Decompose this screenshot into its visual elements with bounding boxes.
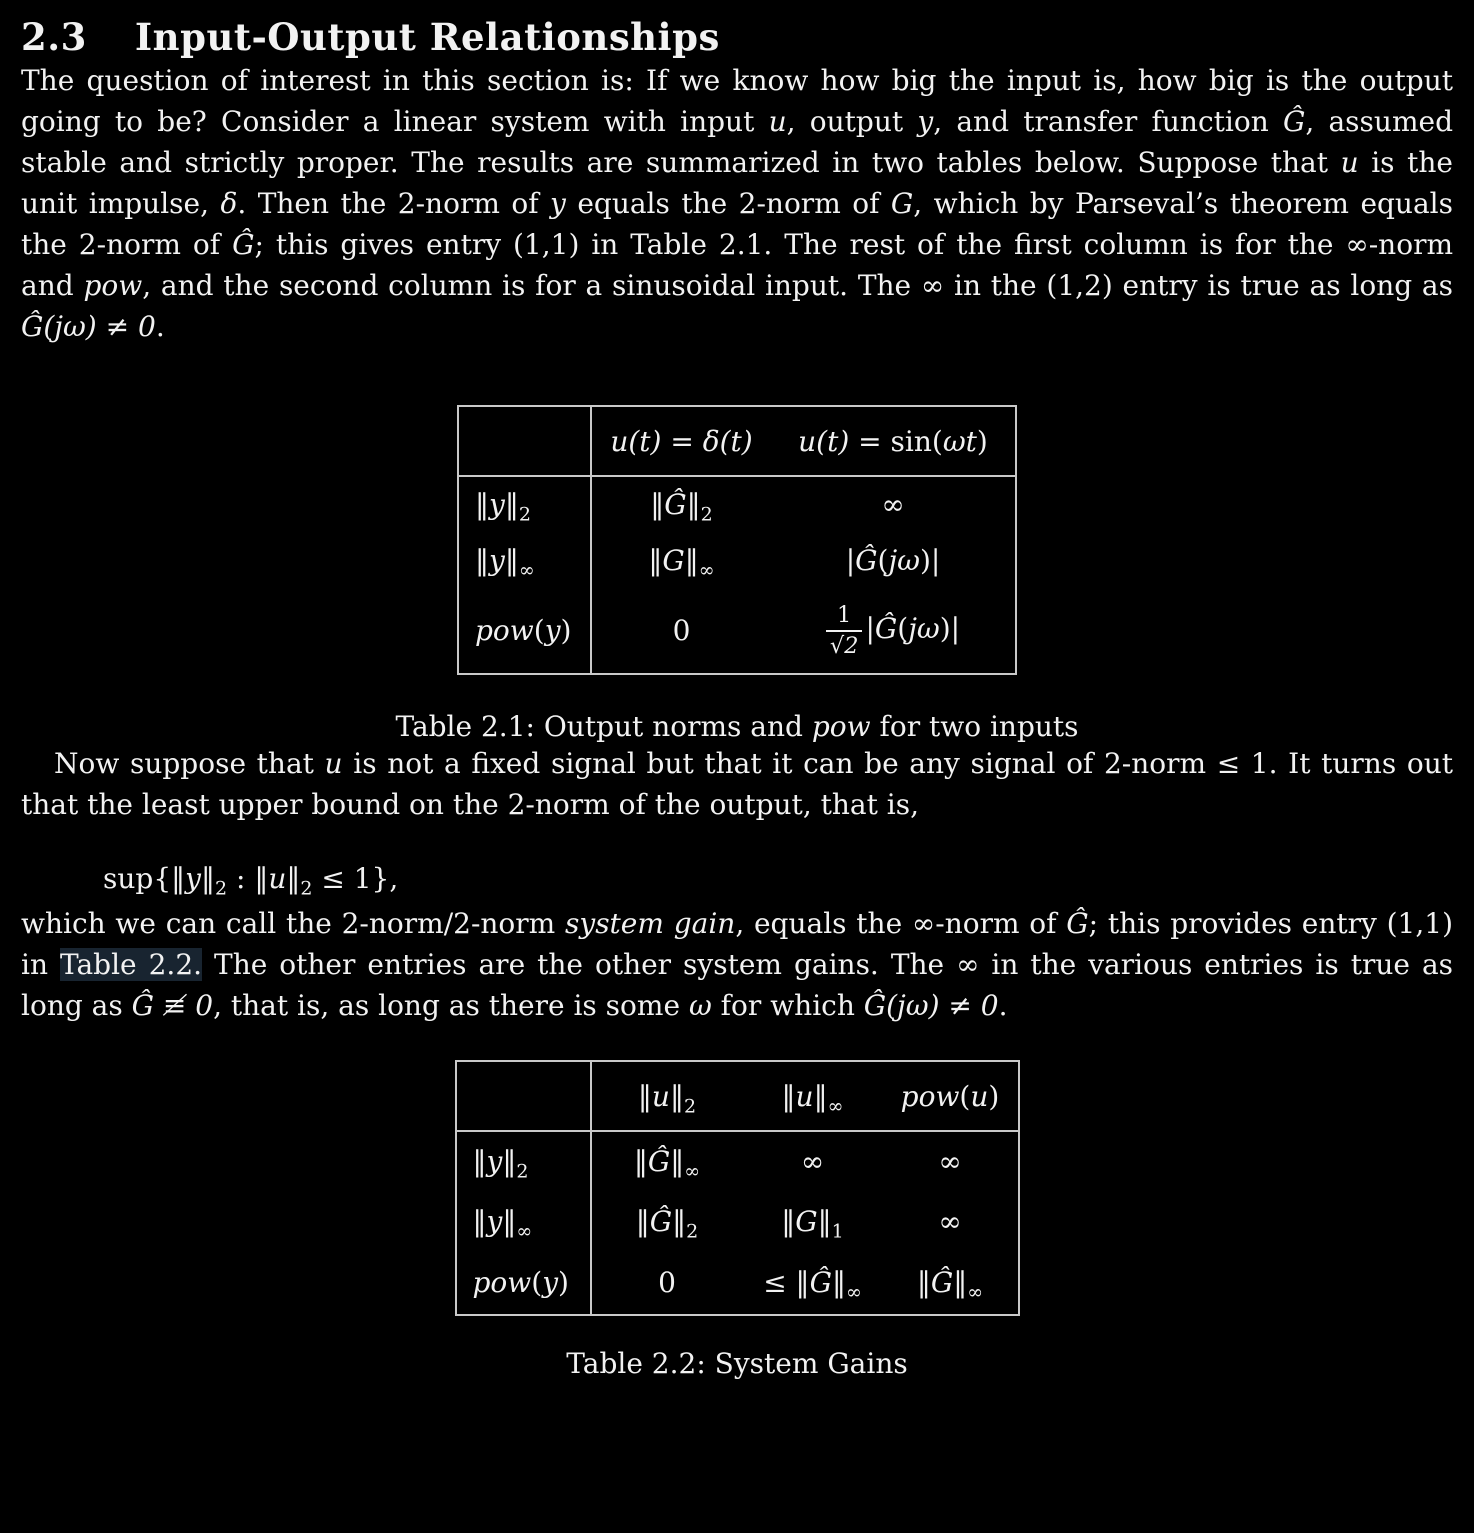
text-run: ∞	[938, 1145, 962, 1178]
text-run: ‖	[472, 1204, 487, 1238]
text-run: )	[558, 1266, 569, 1299]
table-cell	[771, 476, 1016, 532]
text-run: ‖	[670, 1145, 685, 1178]
text-run: ‖	[831, 1266, 846, 1299]
table-row	[458, 588, 1016, 674]
text-run: pow	[475, 614, 534, 647]
text-run: ‖	[504, 488, 519, 521]
text-run: ; this gives entry (1,1) in Table 2.1. The rest of the first column is for the ∞-norm and	[21, 228, 1453, 302]
text-run: ‖	[472, 1145, 487, 1178]
text-run: ∞	[516, 1220, 533, 1243]
text-run: 2	[700, 503, 713, 526]
text-run: y	[185, 862, 201, 895]
text-run: ‖	[504, 543, 519, 577]
text-run: (	[533, 614, 545, 647]
text-run: u	[268, 862, 287, 895]
text-run: G	[795, 1204, 818, 1238]
text-run: equals the 2-norm of	[565, 187, 891, 220]
text-run: )|	[939, 612, 961, 645]
text-run: Table 2.2: System Gains	[566, 1347, 908, 1380]
text-run: y	[917, 105, 934, 138]
text-run: y	[486, 1145, 503, 1178]
text-run: ω	[688, 989, 712, 1022]
text-run: pow	[811, 710, 871, 743]
text-run: pow	[900, 1079, 960, 1113]
text-run: ‖	[686, 488, 701, 521]
table-cell	[883, 1131, 1019, 1191]
table-cell	[743, 1251, 883, 1315]
text-run: ‖	[916, 1266, 931, 1299]
text-run: ωt	[942, 424, 977, 458]
text-run: , and transfer function	[933, 105, 1283, 138]
text-run: ‖	[200, 862, 215, 895]
text-run: system gain	[565, 907, 736, 940]
paragraph-supremum	[21, 743, 1453, 825]
table-cell	[743, 1131, 883, 1191]
row-label-y-infnorm	[458, 532, 591, 588]
text-run: ‖	[286, 862, 301, 895]
text-run: 0	[672, 614, 691, 647]
text-run: y	[489, 488, 505, 521]
text-run: ‖	[475, 543, 489, 577]
text-run: Ĝ	[649, 1204, 673, 1238]
text-run: u	[795, 1079, 814, 1113]
text-run: 2	[300, 877, 313, 900]
fraction-rest	[865, 612, 960, 645]
table-output-norms	[457, 405, 1017, 675]
table-header-row	[456, 1061, 1019, 1131]
text-run: ‖	[813, 1079, 828, 1113]
text-run: u	[651, 1079, 670, 1113]
text-run: ‖	[672, 1204, 687, 1238]
row-label-y-2norm	[458, 476, 591, 532]
paragraph-intro	[21, 60, 1453, 347]
text-run: ‖	[669, 1079, 684, 1113]
table-cell	[883, 1191, 1019, 1251]
text-run: =	[661, 424, 703, 458]
text-run: , assumed stable and strictly proper. The results are summarized in two tables below. Suppose that	[21, 105, 1453, 179]
text-run: G	[890, 187, 914, 220]
section-number: 2.3	[21, 15, 87, 59]
text-run: ‖	[650, 488, 665, 521]
text-run: y	[486, 1204, 503, 1238]
text-run: ‖	[502, 1204, 517, 1238]
text-run: Ĝ	[232, 228, 255, 261]
table-row	[456, 1191, 1019, 1251]
text-run: 2	[686, 1220, 699, 1243]
table-cell	[591, 476, 771, 532]
table-cell	[591, 1251, 743, 1315]
table-2-2-caption	[21, 1348, 1453, 1380]
text-run: u	[768, 105, 787, 138]
text-run: Ĝ	[874, 612, 898, 645]
text-run: Ĝ(jω) ≠ 0	[21, 310, 156, 343]
section-title: Input-Output Relationships	[134, 15, 720, 59]
table-cell	[771, 532, 1016, 588]
text-run: ∞	[938, 1204, 962, 1238]
text-run: (	[897, 612, 909, 645]
text-run: Ĝ	[647, 1145, 671, 1178]
text-run: (	[531, 1266, 543, 1299]
text-run: 2	[683, 1095, 697, 1118]
table-system-gains	[455, 1060, 1020, 1316]
text-run: ; this provides entry (1,1) in	[21, 907, 1454, 981]
text-run: jω	[888, 543, 920, 577]
text-run: u(t)	[798, 424, 850, 458]
table-corner-cell	[456, 1061, 591, 1131]
text-run: ‖	[781, 1204, 796, 1238]
text-run: )	[988, 1079, 1000, 1113]
text-run: δ	[220, 187, 238, 220]
text-run: pow	[83, 269, 143, 302]
text-run: ‖	[953, 1266, 968, 1299]
text-run: G	[662, 543, 685, 577]
text-run: for which	[711, 989, 864, 1022]
text-run: jω	[908, 612, 940, 645]
row-label-pow-y	[458, 588, 591, 674]
text-run: , that is, as long as there is some	[213, 989, 689, 1022]
text-run: 2	[214, 877, 228, 900]
row-label-pow-y	[456, 1251, 591, 1315]
text-run: .	[155, 310, 165, 343]
table-cell	[591, 588, 771, 674]
text-run: which we can call the 2-norm/2-norm	[21, 907, 565, 940]
text-run: .	[998, 989, 1008, 1022]
row-label-y-2norm	[456, 1131, 591, 1191]
text-run: for two inputs	[870, 710, 1079, 743]
fraction-numerator: 1	[837, 602, 852, 629]
section-heading	[21, 14, 1453, 60]
text-run: y	[544, 614, 561, 647]
text-run: ‖	[637, 1079, 652, 1113]
table1-header-sine	[771, 406, 1016, 476]
table1-header-impulse	[591, 406, 771, 476]
text-run: Ĝ	[1282, 105, 1306, 138]
text-run: ‖	[817, 1204, 832, 1238]
text-run: u	[970, 1079, 989, 1113]
text-run: ∞	[518, 559, 535, 582]
text-run: u	[324, 747, 343, 780]
text-run: 0	[658, 1266, 676, 1299]
text-run: ‖	[648, 543, 663, 577]
text-run: ≤ 1},	[312, 862, 399, 895]
text-run: (	[959, 1079, 971, 1113]
text-run: , and the second column is for a sinusoidal input. The ∞ in the (1,2) entry is true as long as	[142, 269, 1453, 302]
table-cell-fraction	[771, 588, 1016, 674]
text-run: pow	[472, 1266, 532, 1299]
text-run: ∞	[881, 488, 905, 521]
table-row	[456, 1131, 1019, 1191]
text-run: δ(t)	[702, 424, 753, 458]
text-run: , which by Parseval’s theorem equals the 2-norm of	[21, 187, 1453, 261]
text-run: = sin(	[849, 424, 943, 458]
text-run: y	[489, 543, 505, 577]
text-run: The question of interest in this section is: If we know how big the input is, how big is the output going to be? Consider a linear system with input	[21, 64, 1453, 138]
text-run: y	[550, 187, 566, 220]
document-page	[0, 14, 1474, 1533]
text-run: Ĝ	[809, 1266, 832, 1299]
text-run: . Then the 2-norm of	[237, 187, 551, 220]
text-run: is not a fixed signal but that it can be any signal of 2-norm ≤ 1. It turns out that the least upper bound on the 2-norm of the output, that is,	[21, 747, 1453, 821]
text-run: )	[976, 424, 988, 458]
text-run: , output	[786, 105, 918, 138]
text-run: , equals the ∞-norm of	[735, 907, 1067, 940]
table-cell	[591, 532, 771, 588]
text-run: |	[865, 612, 875, 645]
text-run: Ĝ	[930, 1266, 954, 1299]
table-cell	[743, 1191, 883, 1251]
text-run: The other entries are the other system gains. The ∞ in the various entries is true as long as	[21, 948, 1454, 1022]
text-run: Now suppose that	[54, 747, 325, 780]
table-row	[456, 1251, 1019, 1315]
text-run: u	[1340, 146, 1359, 179]
table2-header-u-infnorm	[743, 1061, 883, 1131]
table-cell	[591, 1131, 743, 1191]
text-run: is the unit impulse,	[21, 146, 1453, 220]
table-cell	[883, 1251, 1019, 1315]
row-label-y-infnorm	[456, 1191, 591, 1251]
text-run: |	[845, 543, 856, 577]
table-corner-cell	[458, 406, 591, 476]
text-run: Ĝ(jω) ≠ 0	[863, 989, 999, 1022]
paragraph-system-gain	[21, 903, 1453, 1026]
text-run: 2	[516, 1160, 529, 1183]
fraction-denominator: √2	[826, 630, 863, 657]
text-run: ‖	[475, 488, 489, 521]
text-run: Table 2.1: Output norms and	[395, 710, 812, 743]
equation-sup-norm	[103, 855, 1453, 903]
text-run: sup{‖	[103, 862, 186, 895]
table2-header-pow-u	[883, 1061, 1019, 1131]
text-run: ∞	[698, 559, 715, 582]
table-header-row	[458, 406, 1016, 476]
table-row	[458, 476, 1016, 532]
text-run: ∞	[684, 1160, 701, 1183]
text-run: ‖	[633, 1145, 648, 1178]
text-run: )	[560, 614, 572, 647]
text-run: ‖	[502, 1145, 517, 1178]
text-run: Ĝ	[664, 488, 687, 521]
fraction	[826, 604, 863, 657]
text-run: ‖	[635, 1204, 650, 1238]
text-run: 1	[831, 1220, 844, 1243]
table-2-1-caption	[21, 711, 1453, 743]
text-run: )|	[919, 543, 941, 577]
text-run: Ĝ	[855, 543, 878, 577]
text-run: : ‖	[227, 862, 269, 895]
text-run: ∞	[845, 1281, 862, 1304]
table2-header-u-2norm	[591, 1061, 743, 1131]
text-run: ‖	[781, 1079, 796, 1113]
text-run: 2	[518, 503, 531, 526]
text-run: ≤ ‖	[763, 1266, 810, 1299]
text-run: ‖	[684, 543, 699, 577]
table-cell	[591, 1191, 743, 1251]
text-run: ∞	[967, 1281, 984, 1304]
text-run: u(t)	[610, 424, 662, 458]
text-run: ∞	[800, 1145, 825, 1178]
text-run: Ĝ ≢ 0	[131, 989, 214, 1022]
crossref-highlight[interactable]: Table 2.2.	[59, 948, 203, 981]
text-run: ∞	[827, 1095, 844, 1118]
text-run: (	[877, 543, 889, 577]
table-row	[458, 532, 1016, 588]
text-run: y	[542, 1266, 559, 1299]
text-run: Ĝ	[1066, 907, 1089, 940]
